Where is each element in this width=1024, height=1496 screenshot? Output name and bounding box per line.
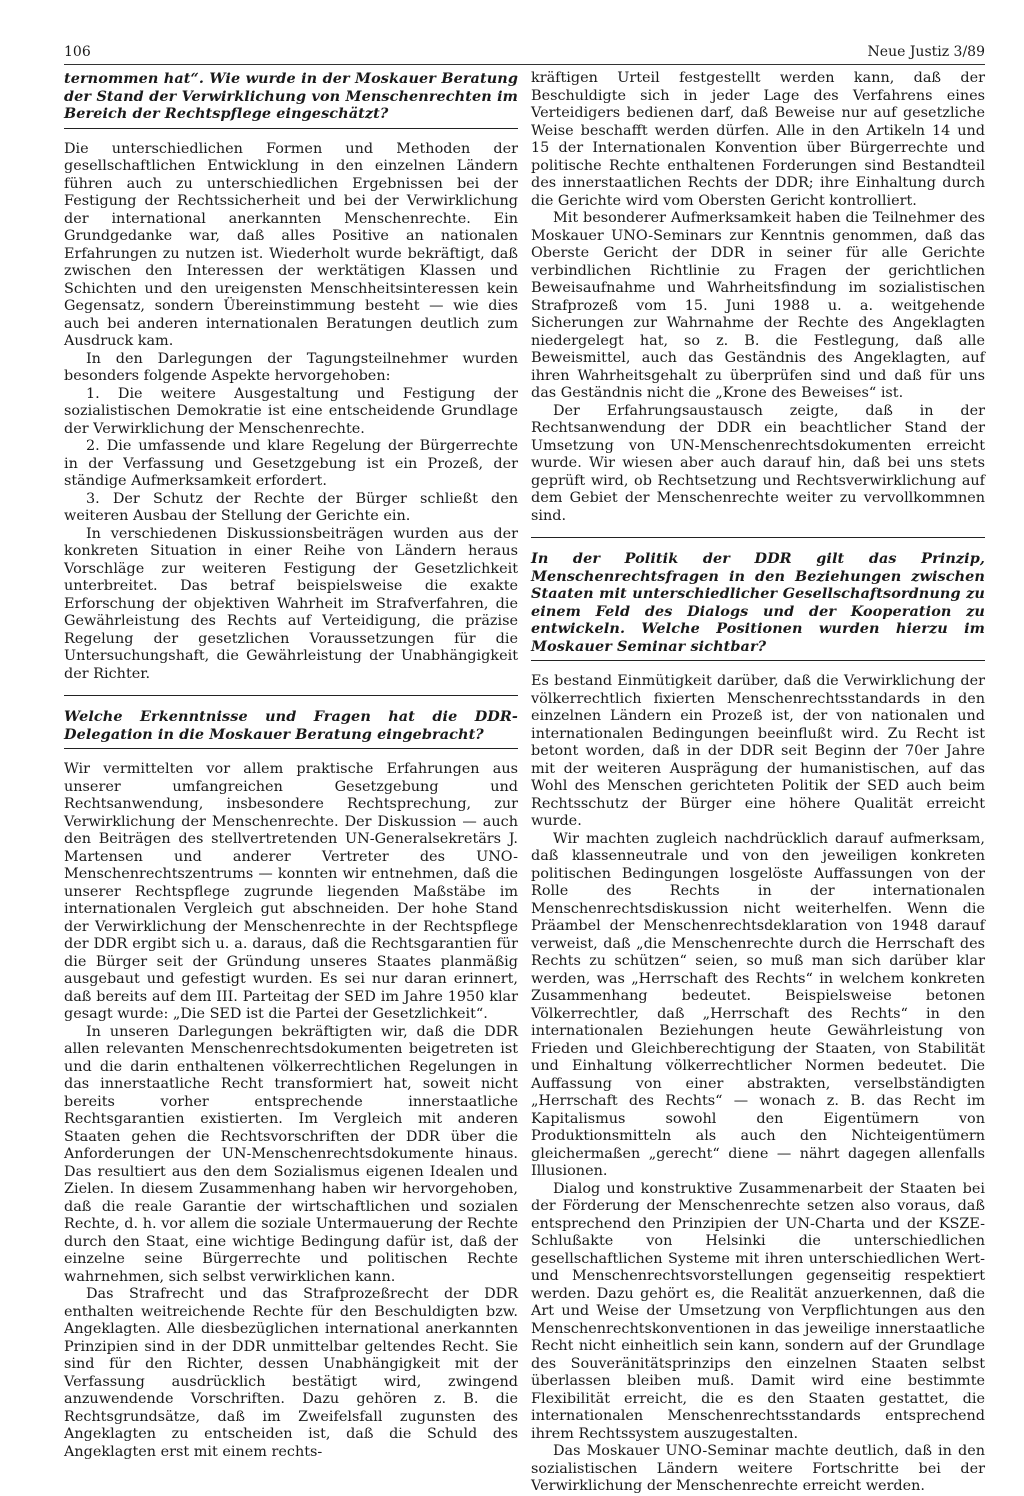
answer-3-paragraph-1: Es bestand Einmütigkeit darüber, daß die Verwirklichung der völkerrechtlich fixierten Menschenrechtsstandards in den einzelnen Ländern ein Prozeß ist, der von nationalen und internationalen Bedingungen beeinflußt wird. Zu Recht ist betont worden, daß in der DDR seit Beginn der 70er Jahre mit der weiteren Ausprägung der humanistischen, auf das Wohl des Menschen gerichteten Politik der SED auch beim Rechtsschutz der Bürger eine höhere Qualität erreicht wurde.: [531, 673, 985, 829]
answer-3-paragraph-4: Das Moskauer UNO-Seminar machte deutlich, daß in den sozialistischen Ländern weitere Fortschritte bei der Verwirklichung der Menschenrechte erreicht werden.: [531, 1443, 985, 1494]
answer-2-paragraph-3: Das Strafrecht und das Strafprozeßrecht der DDR enthalten weitreichende Rechte für den Beschuldigten bzw. Angeklagten. Alle diesbezüglichen international anerkannten Prinzipien sind in der DDR unmittelbar geltendes Recht. Sie sind für den Richter, dessen Unabhängigkeit mit der Verfassung ausdrücklich bestätigt wird, zwingend anzuwendende Vorschriften. Dazu gehören z. B. die Rechtsgrundsätze, daß im Zweifelsfall zugunsten des Angeklagten zu entscheiden ist, daß die Schuld des Angeklagten erst mit einem rechts-: [64, 1286, 518, 1460]
answer-3-paragraph-3: Dialog und konstruktive Zusammenarbeit der Staaten bei der Förderung der Menschenrechte setzen also voraus, daß entsprechend den Prinzipien der UN-Charta und der KSZE-Schlußakte von Helsinki die unterschiedlichen gesellschaftlichen Systeme mit ihren unterschiedlichen Wert- und Menschenrechtsvorstellungen gegenseitig respektiert werden. Dazu gehört es, die Realität anzuerkennen, daß die Art und Weise der Umsetzung von Verpflichtungen aus den Menschenrechtskonventionen in das jeweilige innerstaatliche Recht nicht einheitlich sein kann, sondern auf der Grundlage des Souveränitätsprinzips den einzelnen Staaten selbst überlassen bleiben muß. Damit wird eine bestimmte Flexibilität erreicht, die es den Staaten gestattet, die internationalen Menschenrechtsstandards entsprechend ihrem Rechtssystem auszugestalten.: [531, 1180, 985, 1442]
left-column: [64, 70, 518, 1461]
answer-1-paragraph-6: In verschiedenen Diskussionsbeiträgen wurden aus der konkreten Situation in einer Reihe von Ländern heraus Vorschläge zur weiteren Festigung der Gesetzlichkeit unterbreitet. Das betraf beispielsweise die exakte Erforschung der objektiven Wahrheit im Strafverfahren, die Gewährleistung des Rechts auf Verteidigung, die präzise Regelung der gesetzlichen Voraussetzungen für die Untersuchungshaft, die Gewährleistung der Unabhängigkeit der Richter.: [64, 525, 518, 682]
question-1-tail: ternommen hat“. Wie wurde in der Moskauer Beratung der Stand der Verwirklichung von Menschenrechten im Bereich der Rechtspflege eingeschätzt?: [64, 70, 518, 122]
answer-2-paragraph-5: Der Erfahrungsaustausch zeigte, daß in der Rechtsanwendung der DDR ein beachtlicher Stand der Umsetzung von UN-Menschenrechtsdokumenten erreicht wurde. Wir wiesen aber auch darauf hin, daß bei uns stets geprüft wird, ob Rechtsetzung und Rechtsverwirklichung auf dem Gebiet der Menschenrechte weiter zu vervollkommnen sind.: [531, 402, 985, 524]
answer-2-paragraph-3-continued: kräftigen Urteil festgestellt werden kann, daß der Beschuldigte sich in jeder Lage des Verfahrens eines Verteidigers bedienen darf, daß Beweise nur auf gesetzliche Weise beschafft werden dürfen. Alle in den Artikeln 14 und 15 der Internationalen Konvention über Bürgerrechte und politische Rechte enthaltenen Forderungen sind Bestandteil des innerstaatlichen Rechts der DDR; ihre Einhaltung durch die Gerichte wird vom Obersten Gericht kontrolliert.: [531, 70, 985, 209]
page-header: [64, 42, 985, 65]
question-divider: [531, 537, 985, 538]
right-column: [531, 70, 985, 1496]
page-number: 106: [64, 44, 91, 60]
answer-2-paragraph-2: In unseren Darlegungen bekräftigten wir, daß die DDR allen relevanten Menschenrechtsdokumenten beigetreten ist und die darin enthaltenen völkerrechtlichen Regelungen in das innerstaatliche Recht transformiert hat, soweit nicht bereits vorher entsprechende innerstaatliche Rechtsgarantien existierten. Im Vergleich mit anderen Staaten gehen die Rechtsvorschriften der DDR über die Anforderungen der UN-Menschenrechtsdokumente hinaus. Das resultiert aus den dem Sozialismus eigenen Idealen und Zielen. In diesem Zusammenhang haben wir hervorgehoben, daß die reale Garantie der wirtschaftlichen und sozialen Rechte, d. h. vor allem die soziale Untermauerung der Rechte durch den Staat, eine wichtige Bedingung dafür ist, daß der einzelne seine Bürgerrechte und politischen Rechte wahrnehmen, sich selbst verwirklichen kann.: [64, 1023, 518, 1285]
question-divider: [64, 128, 518, 129]
question-3: In der Politik der DDR gilt das Prinzip, Menschenrechtsfragen in den Beziehungen zwischen Staaten mit unterschiedlicher Gesellschaftsordnung zu einem Feld des Dialogs und der Kooperation zu entwickeln. Welche Positionen wurden hierzu im Moskauer Seminar sichtbar?: [531, 550, 985, 655]
journal-issue: Neue Justiz 3/89: [867, 44, 985, 60]
question-divider: [531, 660, 985, 661]
answer-1-paragraph-1: Die unterschiedlichen Formen und Methoden der gesellschaftlichen Entwicklung in den einzelnen Ländern führen auch zu unterschiedlichen Ergebnissen bei der Festigung der Rechtssicherheit und bei der Verwirklichung der international anerkannten Menschenrechte. Ein Grundgedanke war, daß alles Positive an nationalen Erfahrungen zu nutzen ist. Wiederholt wurde bekräftigt, daß zwischen den Interessen der werktätigen Klassen und Schichten und den ureigensten Menschheitsinteressen kein Gegensatz, sondern Übereinstimmung besteht — wie dies auch bei anderen internationalen Beratungen deutlich zum Ausdruck kam.: [64, 140, 518, 349]
question-divider: [64, 695, 518, 696]
answer-1-point-3: 3. Der Schutz der Rechte der Bürger schließt den weiteren Ausbau der Stellung der Gerichte ein.: [64, 490, 518, 524]
answer-2-paragraph-4: Mit besonderer Aufmerksamkeit haben die Teilnehmer des Moskauer UNO-Seminars zur Kenntnis genommen, daß das Oberste Gericht der DDR in seiner für alle Gerichte verbindlichen Richtlinie zu Fragen der gerichtlichen Beweisaufnahme und Wahrheitsfindung im sozialistischen Strafprozeß vom 15. Juni 1988 u. a. weitgehende Sicherungen zur Wahrnahme der Rechte des Angeklagten niedergelegt hat, so z. B. die Festlegung, daß alle Beweismittel, auch das Geständnis des Angeklagten, auf ihren Wahrheitsgehalt zu überprüfen sind und daß für uns das Geständnis nicht die „Krone des Beweises“ ist.: [531, 210, 985, 401]
answer-1-paragraph-2: In den Darlegungen der Tagungsteilnehmer wurden besonders folgende Aspekte hervorgehoben:: [64, 350, 518, 384]
answer-2-paragraph-1: Wir vermittelten vor allem praktische Erfahrungen aus unserer umfangreichen Gesetzgebung und Rechtsanwendung, insbesondere Rechtsprechung, zur Verwirklichung der Menschenrechte. Der Diskussion — auch den Beiträgen des stellvertretenden UN-Generalsekretärs J. Martensen und anderer Vertreter des UNO-Menschenrechtszentrums — konnten wir entnehmen, daß die unserer Rechtspflege zugrunde liegenden Maßstäbe im internationalen Vergleich gut abschneiden. Der hohe Stand der Verwirklichung der Menschenrechte in der Rechtspflege der DDR ergibt sich u. a. daraus, daß die Rechtsgarantien für die Bürger seit der Gründung unseres Staates planmäßig ausgebaut und gefestigt wurden. Es sei nur daran erinnert, daß bereits auf dem III. Parteitag der SED im Jahre 1950 klar gesagt wurde: „Die SED ist die Partei der Gesetzlichkeit“.: [64, 761, 518, 1022]
answer-3-paragraph-2: Wir machten zugleich nachdrücklich darauf aufmerksam, daß klassenneutrale und von den jeweiligen konkreten politischen Bedingungen losgelöste Auffassungen von der Rolle des Rechts in der internationalen Menschenrechtsdiskussion nicht weiterhelfen. Wenn die Präambel der Menschenrechtsdeklaration von 1948 darauf verweist, daß „die Menschenrechte durch die Herrschaft des Rechts zu schützen“ seien, so muß man sich darüber klar werden, was „Herrschaft des Rechts“ in welchem konkreten Zusammenhang bedeutet. Beispielsweise betonen Völkerrechtler, daß „Herrschaft des Rechts“ in den internationalen Beziehungen heute Gewährleistung von Frieden und Gleichberechtigung der Staaten, von Stabilität und Einhaltung völkerrechtlicher Normen bedeutet. Die Auffassung von einer abstrakten, verselbständigten „Herrschaft des Rechts“ — wonach z. B. das Recht im Kapitalismus sowohl den Eigentümern von Produktionsmitteln als auch den Nichteigentümern gleichermaßen „gerecht“ diene — nährt dagegen allenfalls Illusionen.: [531, 830, 985, 1179]
answer-1-point-1: 1. Die weitere Ausgestaltung und Festigung der sozialistischen Demokratie ist eine entscheidende Grundlage der Verwirklichung der Menschenrechte.: [64, 385, 518, 437]
question-2: Welche Erkenntnisse und Fragen hat die DDR-Delegation in die Moskauer Beratung eingebracht?: [64, 708, 518, 743]
question-divider: [64, 748, 518, 749]
answer-1-point-2: 2. Die umfassende und klare Regelung der Bürgerrechte in der Verfassung und Gesetzgebung ist ein Prozeß, der ständige Aufmerksamkeit erfordert.: [64, 438, 518, 489]
